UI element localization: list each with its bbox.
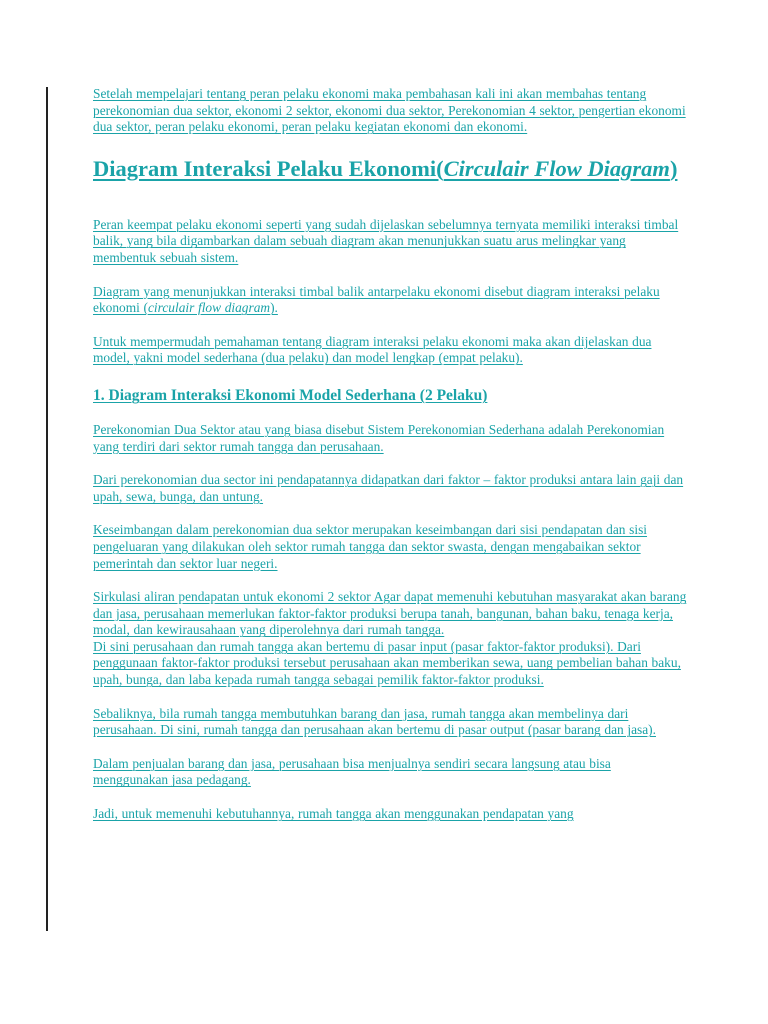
diagram-text-after: ). bbox=[270, 300, 278, 316]
left-margin-line bbox=[46, 87, 48, 931]
paragraph-penjualan[interactable]: Dalam penjualan barang dan jasa, perusahaan bisa menjualnya sendiri secara langsung atau bisa menggunakan jasa pedagang. bbox=[93, 755, 611, 788]
document-body bbox=[93, 86, 689, 823]
section-heading-model-sederhana[interactable]: 1. Diagram Interaksi Ekonomi Model Sederhana (2 Pelaku) bbox=[93, 386, 488, 404]
paragraph-keseimbangan[interactable]: Keseimbangan dalam perekonomian dua sektor merupakan keseimbangan dari sisi pendapatan dan sisi pengeluaran yang dilakukan oleh sektor rumah tangga dan sektor swasta, dengan mengabaikan sektor pemerintah dan sektor luar negeri. bbox=[93, 522, 648, 571]
title-close: ) bbox=[669, 155, 678, 181]
diagram-text-before: Diagram yang menunjukkan interaksi timbal balik antarpelaku ekonomi disebut diagram interaksi pelaku ekonomi ( bbox=[93, 283, 660, 316]
paragraph-diagram[interactable] bbox=[93, 284, 689, 317]
diagram-text-italic: circulair flow diagram bbox=[147, 300, 271, 316]
paragraph-disini[interactable]: Di sini perusahaan dan rumah tangga akan bertemu di pasar input (pasar faktor-faktor produksi). Dari penggunaan faktor-faktor produksi tersebut perusahaan akan memberikan sewa, uang pembelian bahan baku, upah, bunga, dan laba kepada rumah tangga sebagai pemilik faktor-faktor produksi. bbox=[93, 638, 681, 688]
paragraph-jadi[interactable]: Jadi, untuk memenuhi kebutuhannya, rumah tangga akan menggunakan pendapatan yang bbox=[93, 806, 574, 822]
paragraph-peran[interactable]: Peran keempat pelaku ekonomi seperti yang sudah dijelaskan sebelumnya ternyata memiliki interaksi timbal balik, yang bila digambarkan dalam sebuah diagram akan menunjukkan suatu arus melingkar yang membentuk sebuah sistem. bbox=[93, 216, 679, 265]
paragraph-pendapatan[interactable]: Dari perekonomian dua sector ini pendapatannya didapatkan dari faktor – faktor produksi antara lain gaji dan upah, sewa, bunga, dan untung. bbox=[93, 472, 684, 504]
paragraph-sebaliknya[interactable]: Sebaliknya, bila rumah tangga membutuhkan barang dan jasa, rumah tangga akan membelinya dari perusahaan. Di sini, rumah tangga dan perusahaan akan bertemu di pasar output (pasar barang dan jasa). bbox=[93, 705, 656, 738]
paragraph-untuk[interactable]: Untuk mempermudah pemahaman tentang diagram interaksi pelaku ekonomi maka akan dijelaskan dua model, yakni model sederhana (dua pelaku) dan model lengkap (empat pelaku). bbox=[93, 333, 652, 366]
title-main: Diagram Interaksi Pelaku Ekonomi( bbox=[93, 155, 444, 181]
page-title[interactable] bbox=[93, 156, 689, 181]
paragraph-dua-sektor[interactable]: Perekonomian Dua Sektor atau yang biasa disebut Sistem Perekonomian Sederhana adalah Perekonomian yang terdiri dari sektor rumah tangga dan perusahaan. bbox=[93, 421, 665, 454]
intro-paragraph[interactable]: Setelah mempelajari tentang peran pelaku ekonomi maka pembahasan kali ini akan membahas tentang perekonomian dua sektor, ekonomi 2 sektor, ekonomi dua sektor, Perekonomian 4 sektor, pengertian ekonomi dua sektor, peran pelaku ekonomi, peran pelaku kegiatan ekonomi dan ekonomi. bbox=[93, 86, 686, 135]
paragraph-sirkulasi[interactable]: Sirkulasi aliran pendapatan untuk ekonomi 2 sektor Agar dapat memenuhi kebutuhan masyarakat akan barang dan jasa, perusahaan memerlukan faktor-faktor produksi berupa tanah, bangunan, bahan baku, tenaga kerja, modal, dan kewirausahaan yang diperolehnya dari rumah tangga. bbox=[93, 589, 687, 638]
title-italic: Circulair Flow Diagram bbox=[443, 155, 670, 181]
